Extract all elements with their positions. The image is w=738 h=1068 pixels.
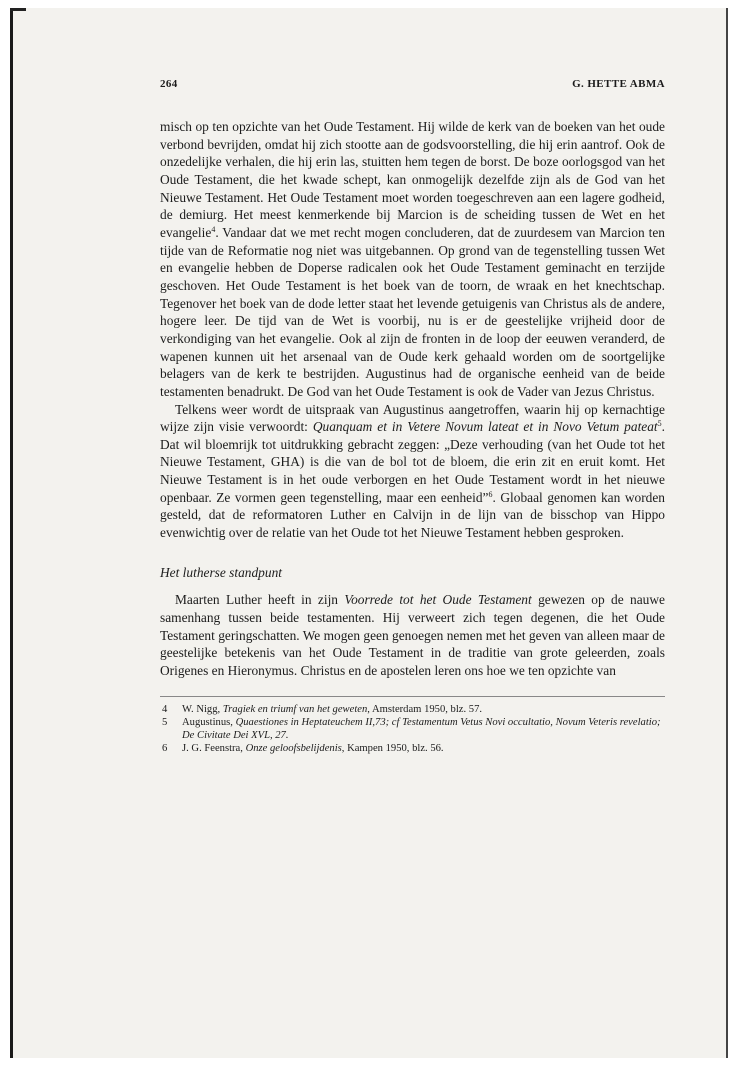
footnote-ref: 6 [488, 489, 493, 499]
latin-quote: Quanquam et in Vetere Novum lateat et in Novo Vetum pateat [312, 419, 658, 435]
text-run: gewezen op de nauwe samenhang tussen beide testamenten. Hij verweert zich tegen degenen, die het Oude Testament geringschatten. We mogen geen genoegen nemen met het geven van alleen maar de geestelijke betekenis van het Oude Testament in de traditie van grote geleerden, zoals Origenes en Hieronymus. Christus en de apostelen leren ons hoe we ten opzichte van [160, 592, 665, 679]
paragraph [160, 401, 665, 542]
section-heading: Het lutherse standpunt [160, 564, 282, 580]
footnote-ref: 4 [211, 224, 216, 234]
footnote-number: 5 [162, 716, 168, 728]
footnote [160, 742, 665, 755]
book-title: Voorrede tot het Oude Testament [344, 592, 532, 608]
text-run: . Dat wil bloemrijk tot uitdrukking gebracht zeggen: „Deze verhouding (van het Oude tot het Nieuwe Testament, GHA) is die van de bol tot de bloem, die erin zit en eruit komt. Het Nieuwe Testament is in het oude verborgen en het Oude Testament wordt in het nieuwe openbaar. Ze vormen geen tegenstelling, maar een eenheid” [160, 419, 666, 505]
footnote-text [182, 742, 665, 755]
text-run: Augustinus, [182, 716, 236, 728]
footnote-text [182, 703, 665, 716]
footnote [160, 716, 665, 742]
footnote-ref: 5 [657, 419, 662, 429]
text-run: cf Testamentum Vetus Novi occultatio, Novum Veteris revelatio; De Civitate Dei XVL, 27. [182, 716, 661, 742]
page-corner-mark [10, 8, 26, 11]
text-run: W. Nigg, [182, 703, 223, 715]
text-run: J. G. Feenstra, [182, 743, 246, 755]
text-run: Maarten Luther heeft in zijn [175, 592, 345, 608]
paragraph [160, 118, 665, 401]
running-title: G. HETTE ABMA [572, 78, 665, 90]
body-text [160, 118, 665, 680]
page-content [160, 78, 665, 756]
footnote-number: 6 [162, 743, 168, 755]
footnote-text [182, 716, 665, 742]
text-run: , Kampen 1950, blz. 56. [341, 743, 444, 755]
cited-title: Quaestiones in Heptateuchem II,73; [235, 716, 390, 728]
paragraph [160, 591, 665, 679]
page-header [160, 78, 665, 118]
text-run: . Globaal genomen kan worden gesteld, dat de reformatoren Luther en Calvijn in de lijn van de bisschop van Hippo evenwichtig over de relatie van het Oude tot het Nieuwe Testament hebben gesproken. [160, 489, 665, 541]
footnote-number: 4 [162, 703, 168, 715]
cited-title: Onze geloofsbelijdenis [245, 743, 342, 755]
text-run: Telkens weer wordt de uitspraak van Augustinus aangetroffen, waarin hij op kernachtige wijze zijn visie verwoordt: [160, 401, 665, 435]
text-run: . Vandaar dat we met recht mogen concluderen, dat de zuurdesem van Marcion ten tijde van de Reformatie nog niet was uitgebannen. Op grond van de tegenstelling tussen Wet en evangelie hebben de Doperse radicalen ook het Oude Testament geminacht en terzijde geschoven. Het Oude Testament is het boek van de toorn, de wraak en het knechtschap. Tegenover het boek van de dode letter staat het levende getuigenis van Christus als de andere, hogere leer. De tijd van de Wet is voorbij, nu is er de geestelijke vrijheid door de verkondiging van het evangelie. Ook al zijn de fronten in de loop der eeuwen veranderd, de wapenen kunnen uit het arsenaal van de Oude kerk gehaald worden om de soortgelijke belagers van de kerk te bestrijden. Augustinus had de organische eenheid van de beide testamenten benadrukt. De God van het Oude Testament is ook de Vader van Jezus Christus. [160, 224, 665, 399]
text-run: , Amsterdam 1950, blz. 57. [367, 703, 483, 715]
footnote [160, 703, 665, 716]
page-number: 264 [160, 78, 178, 90]
footnotes [160, 696, 665, 756]
cited-title: Tragiek en triumf van het geweten [222, 703, 368, 715]
text-run: misch op ten opzichte van het Oude Testament. Hij wilde de kerk van de boeken van het oude verbond bevrijden, omdat hij zich stootte aan de godsvoorstelling, die hij erin aantrof. Ook de onzedelijke verhalen, die hij erin las, stuitten hem tegen de borst. De boze oorlogsgod van het Oude Testament, die het kwade schept, kan onmogelijk dezelfde zijn als de God van het Nieuwe Testament. Het Oude Testament moet worden toegeschreven aan een lagere godheid, de demiurg. Het meest kenmerkende bij Marcion is de scheiding tussen de Wet en het evangelie [160, 119, 665, 240]
